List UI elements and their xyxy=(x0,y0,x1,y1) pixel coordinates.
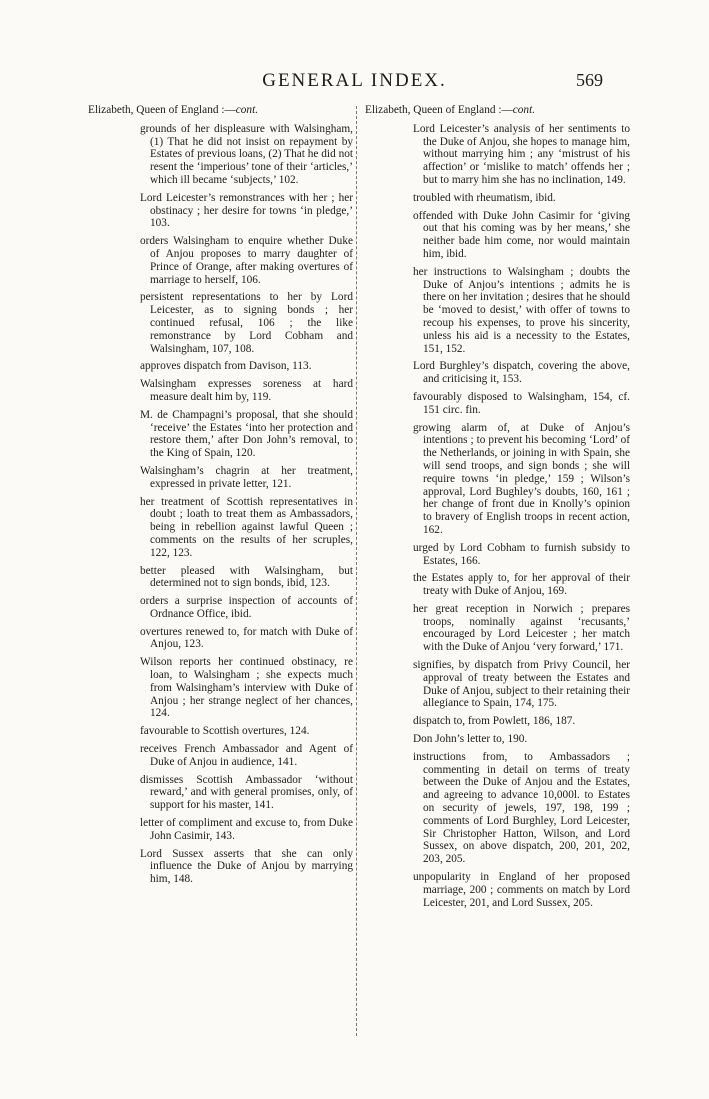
index-entry: favourably disposed to Walsingham, 154, cf. 151 circ. fin. xyxy=(413,390,630,416)
index-entry: her great reception in Norwich ; prepares troops, nominally against ‘recusants,’ encouraged by Lord Leicester ; her match with the Duke of Anjou ‘very forward,’ 171. xyxy=(413,602,630,654)
index-entry: the Estates apply to, for her approval of their treaty with Duke of Anjou, 169. xyxy=(413,572,630,598)
column-divider xyxy=(356,106,357,1036)
index-entry: receives French Ambassador and Agent of Duke of Anjou in audience, 141. xyxy=(140,743,353,768)
index-entry: orders Walsingham to enquire whether Duke of Anjou proposes to marry daughter of Prince of Orange, after making overtures of marriage to herself, 106. xyxy=(140,235,353,286)
index-entry: Lord Leicester’s analysis of her sentiments to the Duke of Anjou, she hopes to manage him, without marrying him ; any ‘mistrust of his affection’ or ‘mislike to match’ offends her ; but to marry him she has no inclination, 149. xyxy=(413,122,630,186)
page-number: 569 xyxy=(576,70,603,90)
index-entry: urged by Lord Cobham to furnish subsidy to Estates, 166. xyxy=(413,541,630,567)
index-heading xyxy=(88,104,353,117)
index-entry: Wilson reports her continued obstinacy, re loan, to Walsingham ; she expects much from Walsingham’s interview with Duke of Anjou ; her strange neglect of her chances, 124. xyxy=(140,656,353,720)
right-column xyxy=(365,104,630,914)
entry-list xyxy=(365,123,630,910)
index-entry: persistent representations to her by Lord Leicester, as to signing bonds ; her continued refusal, 106 ; the like remonstrance by Lord Cobham and Walsingham, 107, 108. xyxy=(140,291,353,355)
index-entry: dismisses Scottish Ambassador ‘without reward,’ and with general promises, only, of support for his master, 141. xyxy=(140,773,353,812)
index-entry: Walsingham expresses soreness at hard measure dealt him by, 119. xyxy=(140,378,353,403)
index-heading-text: Elizabeth, Queen of England :— xyxy=(365,104,513,116)
index-heading-cont: cont. xyxy=(512,104,536,116)
index-entry: troubled with rheumatism, ibid. xyxy=(413,191,556,204)
index-entry: better pleased with Walsingham, but determined not to sign bonds, ibid, 123. xyxy=(140,564,353,590)
index-entry: instructions from, to Ambassadors ; commenting in detail on terms of treaty between the Duke of Anjou and the Estates, and agreeing to advance 10,000l. to Estates on security of jewels, 197, 198, 199 ; comments of Lord Burghley, Lord Leicester, Sir Christopher Hatton, Wilson, and Lord Sussex, on above dispatch, 200, 201, 202, 203, 205. xyxy=(413,750,630,866)
index-entry: Lord Burghley’s dispatch, covering the above, and criticising it, 153. xyxy=(413,360,630,386)
index-entry: Walsingham’s chagrin at her treatment, expressed in private letter, 121. xyxy=(140,464,353,490)
index-entry: signifies, by dispatch from Privy Council, her approval of treaty between the Estates and Duke of Anjou, subject to their retaining their allegiance to Spain, 174, 175. xyxy=(413,659,630,710)
index-entry: overtures renewed to, for match with Duke of Anjou, 123. xyxy=(140,625,353,651)
index-entry: favourable to Scottish overtures, 124. xyxy=(140,725,310,738)
index-entry: Don John’s letter to, 190. xyxy=(413,733,528,746)
index-entry: unpopularity in England of her proposed marriage, 200 ; comments on match by Lord Leicester, 201, and Lord Sussex, 205. xyxy=(413,871,630,909)
index-entry: Lord Leicester’s remonstrances with her ; her obstinacy ; her desire for towns ‘in pledge,’ 103. xyxy=(140,191,353,230)
index-heading-cont: cont. xyxy=(235,104,259,116)
index-entry: offended with Duke John Casimir for ‘giving out that his coming was by her means,’ she neither bade him come, nor would maintain him, ibid. xyxy=(413,209,630,260)
index-entry: approves dispatch from Davison, 113. xyxy=(140,360,312,373)
index-heading-text: Elizabeth, Queen of England :— xyxy=(88,104,236,116)
index-entry: grounds of her displeasure with Walsingham, (1) That he did not insist on repayment by Estates of previous loans, (2) That he did not resent the ‘imperious’ tone of their ‘articles,’ which ill became ‘subjects,’ 102. xyxy=(140,122,353,186)
index-entry: Lord Sussex asserts that she can only influence the Duke of Anjou by marrying him, 148. xyxy=(140,847,353,886)
page-title: GENERAL INDEX. xyxy=(262,70,447,91)
entry-list xyxy=(88,123,353,886)
index-entry: orders a surprise inspection of accounts of Ordnance Office, ibid. xyxy=(140,595,353,620)
index-entry: her treatment of Scottish representatives in doubt ; loath to treat them as Ambassadors, being in rebellion against lawful Queen ; comments on the results of her scruples, 122, 123. xyxy=(140,495,353,559)
index-entry: growing alarm of, at Duke of Anjou’s intentions ; to prevent his becoming ‘Lord’ of the Netherlands, or joining in with Spain, she will send troops, and sign bonds ; she will require towns ‘in pledge,’ 159 ; Wilson’s approval, Lord Bughley’s doubts, 160, 161 ; her change of front due in Knolly’s opinion to bravery of English troops in recent action, 162. xyxy=(413,421,630,536)
index-heading xyxy=(365,104,630,117)
index-entry: dispatch to, from Powlett, 186, 187. xyxy=(413,715,576,728)
page-header xyxy=(0,70,709,100)
index-entry: letter of compliment and excuse to, from Duke John Casimir, 143. xyxy=(140,817,353,842)
index-entry: her instructions to Walsingham ; doubts the Duke of Anjou’s intentions ; admits he is there on her invitation ; desires that he should be ‘moved to desist,’ with offer of towns to recoup his expenses, to prove his sincerity, unless his aid is a necessity to the Estates, 151, 152. xyxy=(413,265,630,355)
index-entry: M. de Champagni’s proposal, that she should ‘receive’ the Estates ‘into her protection and restore them,’ after Don John’s removal, to the King of Spain, 120. xyxy=(140,408,353,460)
left-column xyxy=(88,104,353,891)
